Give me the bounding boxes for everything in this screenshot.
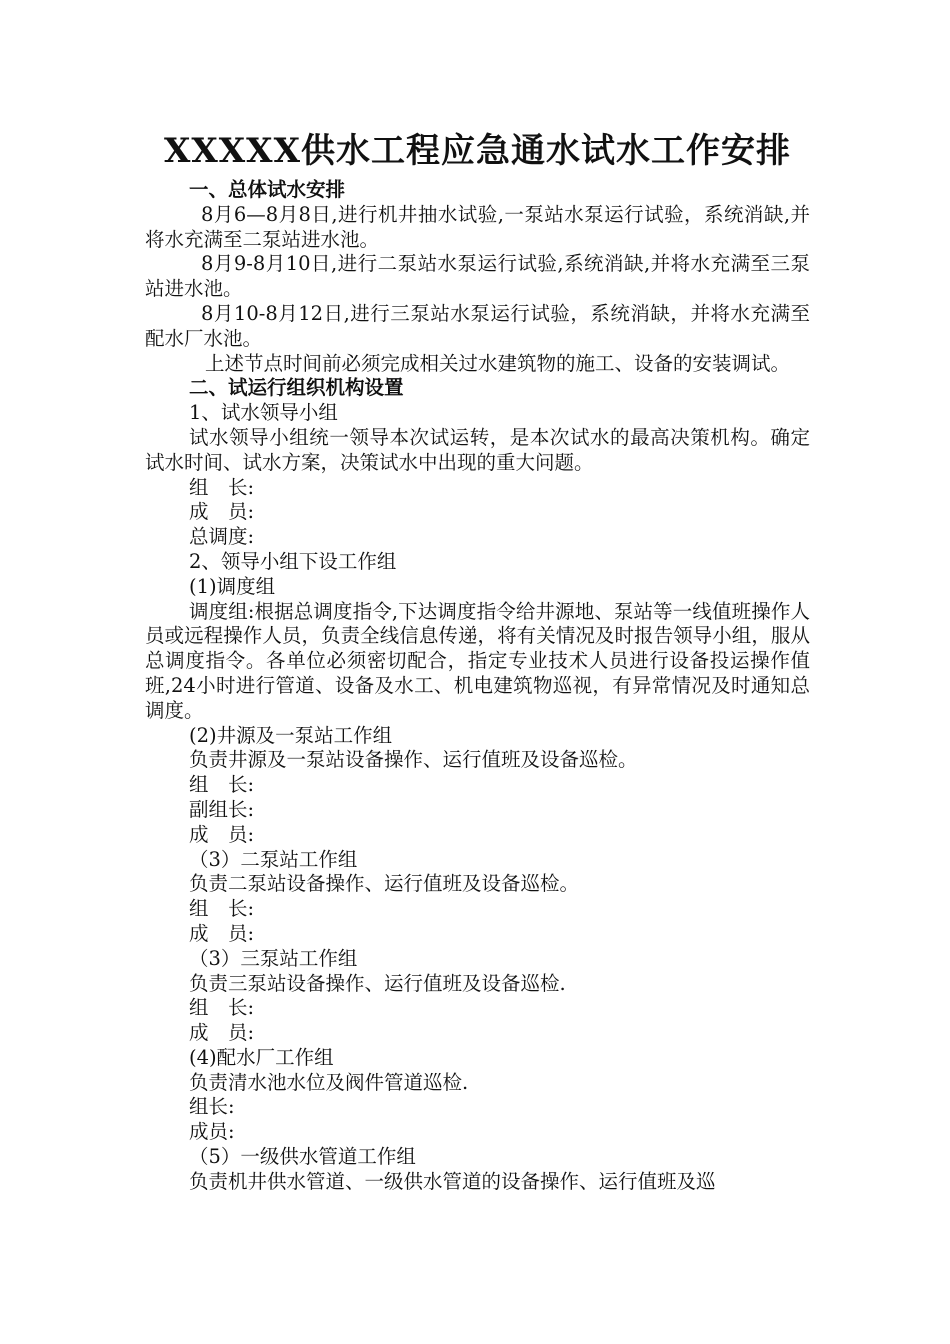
- role-line: 成 员:: [189, 822, 255, 846]
- group-title: （3）二泵站工作组: [189, 847, 358, 871]
- group-title: (4)配水厂工作组: [189, 1045, 334, 1069]
- group-description: 调度组:根据总调度指令,下达调度指令给井源地、泵站等一线值班操作人员或远程操作人员，负责全线信息传递，将有关情况及时报告领导小组，服从总调度指令。各单位必须密切配合，指定专业技术人员进行设备投运操作值班,24小时进行管道、设备及水工、机电建筑物巡视，有异常情况及时通知总调度。: [145, 599, 810, 722]
- role-line: 组 长:: [189, 996, 255, 1020]
- role-line: 成 员:: [189, 1021, 255, 1045]
- schedule-paragraph: 8月10-8月12日,进行三泵站水泵运行试验，系统消缺，并将水充满至配水厂水池。: [145, 301, 810, 350]
- group-title: （5）一级供水管道工作组: [189, 1145, 416, 1169]
- subsection-description: 试水领导小组统一领导本次试运转，是本次试水的最高决策机构。确定试水时间、试水方案，决策试水中出现的重大问题。: [145, 425, 810, 474]
- group-description: 负责三泵站设备操作、运行值班及设备巡检.: [189, 971, 566, 995]
- group-title: (1)调度组: [189, 574, 276, 598]
- role-line: 总调度:: [189, 525, 255, 549]
- group-title: （3）三泵站工作组: [189, 946, 358, 970]
- document-title: XXXXX供水工程应急通水试水工作安排: [164, 131, 791, 171]
- role-line: 组 长:: [189, 773, 255, 797]
- role-line: 组 长:: [189, 475, 255, 499]
- role-line: 组长:: [189, 1095, 235, 1119]
- role-line: 副组长:: [189, 797, 255, 821]
- group-description: 负责二泵站设备操作、运行值班及设备巡检。: [189, 872, 580, 896]
- role-line: 成 员:: [189, 921, 255, 945]
- schedule-paragraph: 8月6—8月8日,进行机井抽水试验,一泵站水泵运行试验，系统消缺,并将水充满至二泵站进水池。: [145, 202, 810, 251]
- role-line: 成员:: [189, 1120, 235, 1144]
- schedule-paragraph: 8月9-8月10日,进行二泵站水泵运行试验,系统消缺,并将水充满至三泵站进水池。: [145, 252, 810, 301]
- role-line: 组 长:: [189, 897, 255, 921]
- group-title: (2)井源及一泵站工作组: [189, 723, 393, 747]
- group-description: 负责井源及一泵站设备操作、运行值班及设备巡检。: [189, 748, 638, 772]
- role-line: 成 员:: [189, 500, 255, 524]
- subsection-title: 1、试水领导小组: [189, 401, 338, 425]
- section-heading-overall: 一、总体试水安排: [189, 178, 346, 201]
- group-description: 负责清水池水位及阀件管道巡检.: [189, 1070, 469, 1094]
- group-description: 负责机井供水管道、一级供水管道的设备操作、运行值班及巡: [189, 1169, 716, 1193]
- schedule-paragraph: 上述节点时间前必须完成相关过水建筑物的施工、设备的安装调试。: [205, 351, 791, 375]
- subsection-title: 2、领导小组下设工作组: [189, 549, 397, 573]
- section-heading-organization: 二、试运行组织机构设置: [189, 376, 404, 400]
